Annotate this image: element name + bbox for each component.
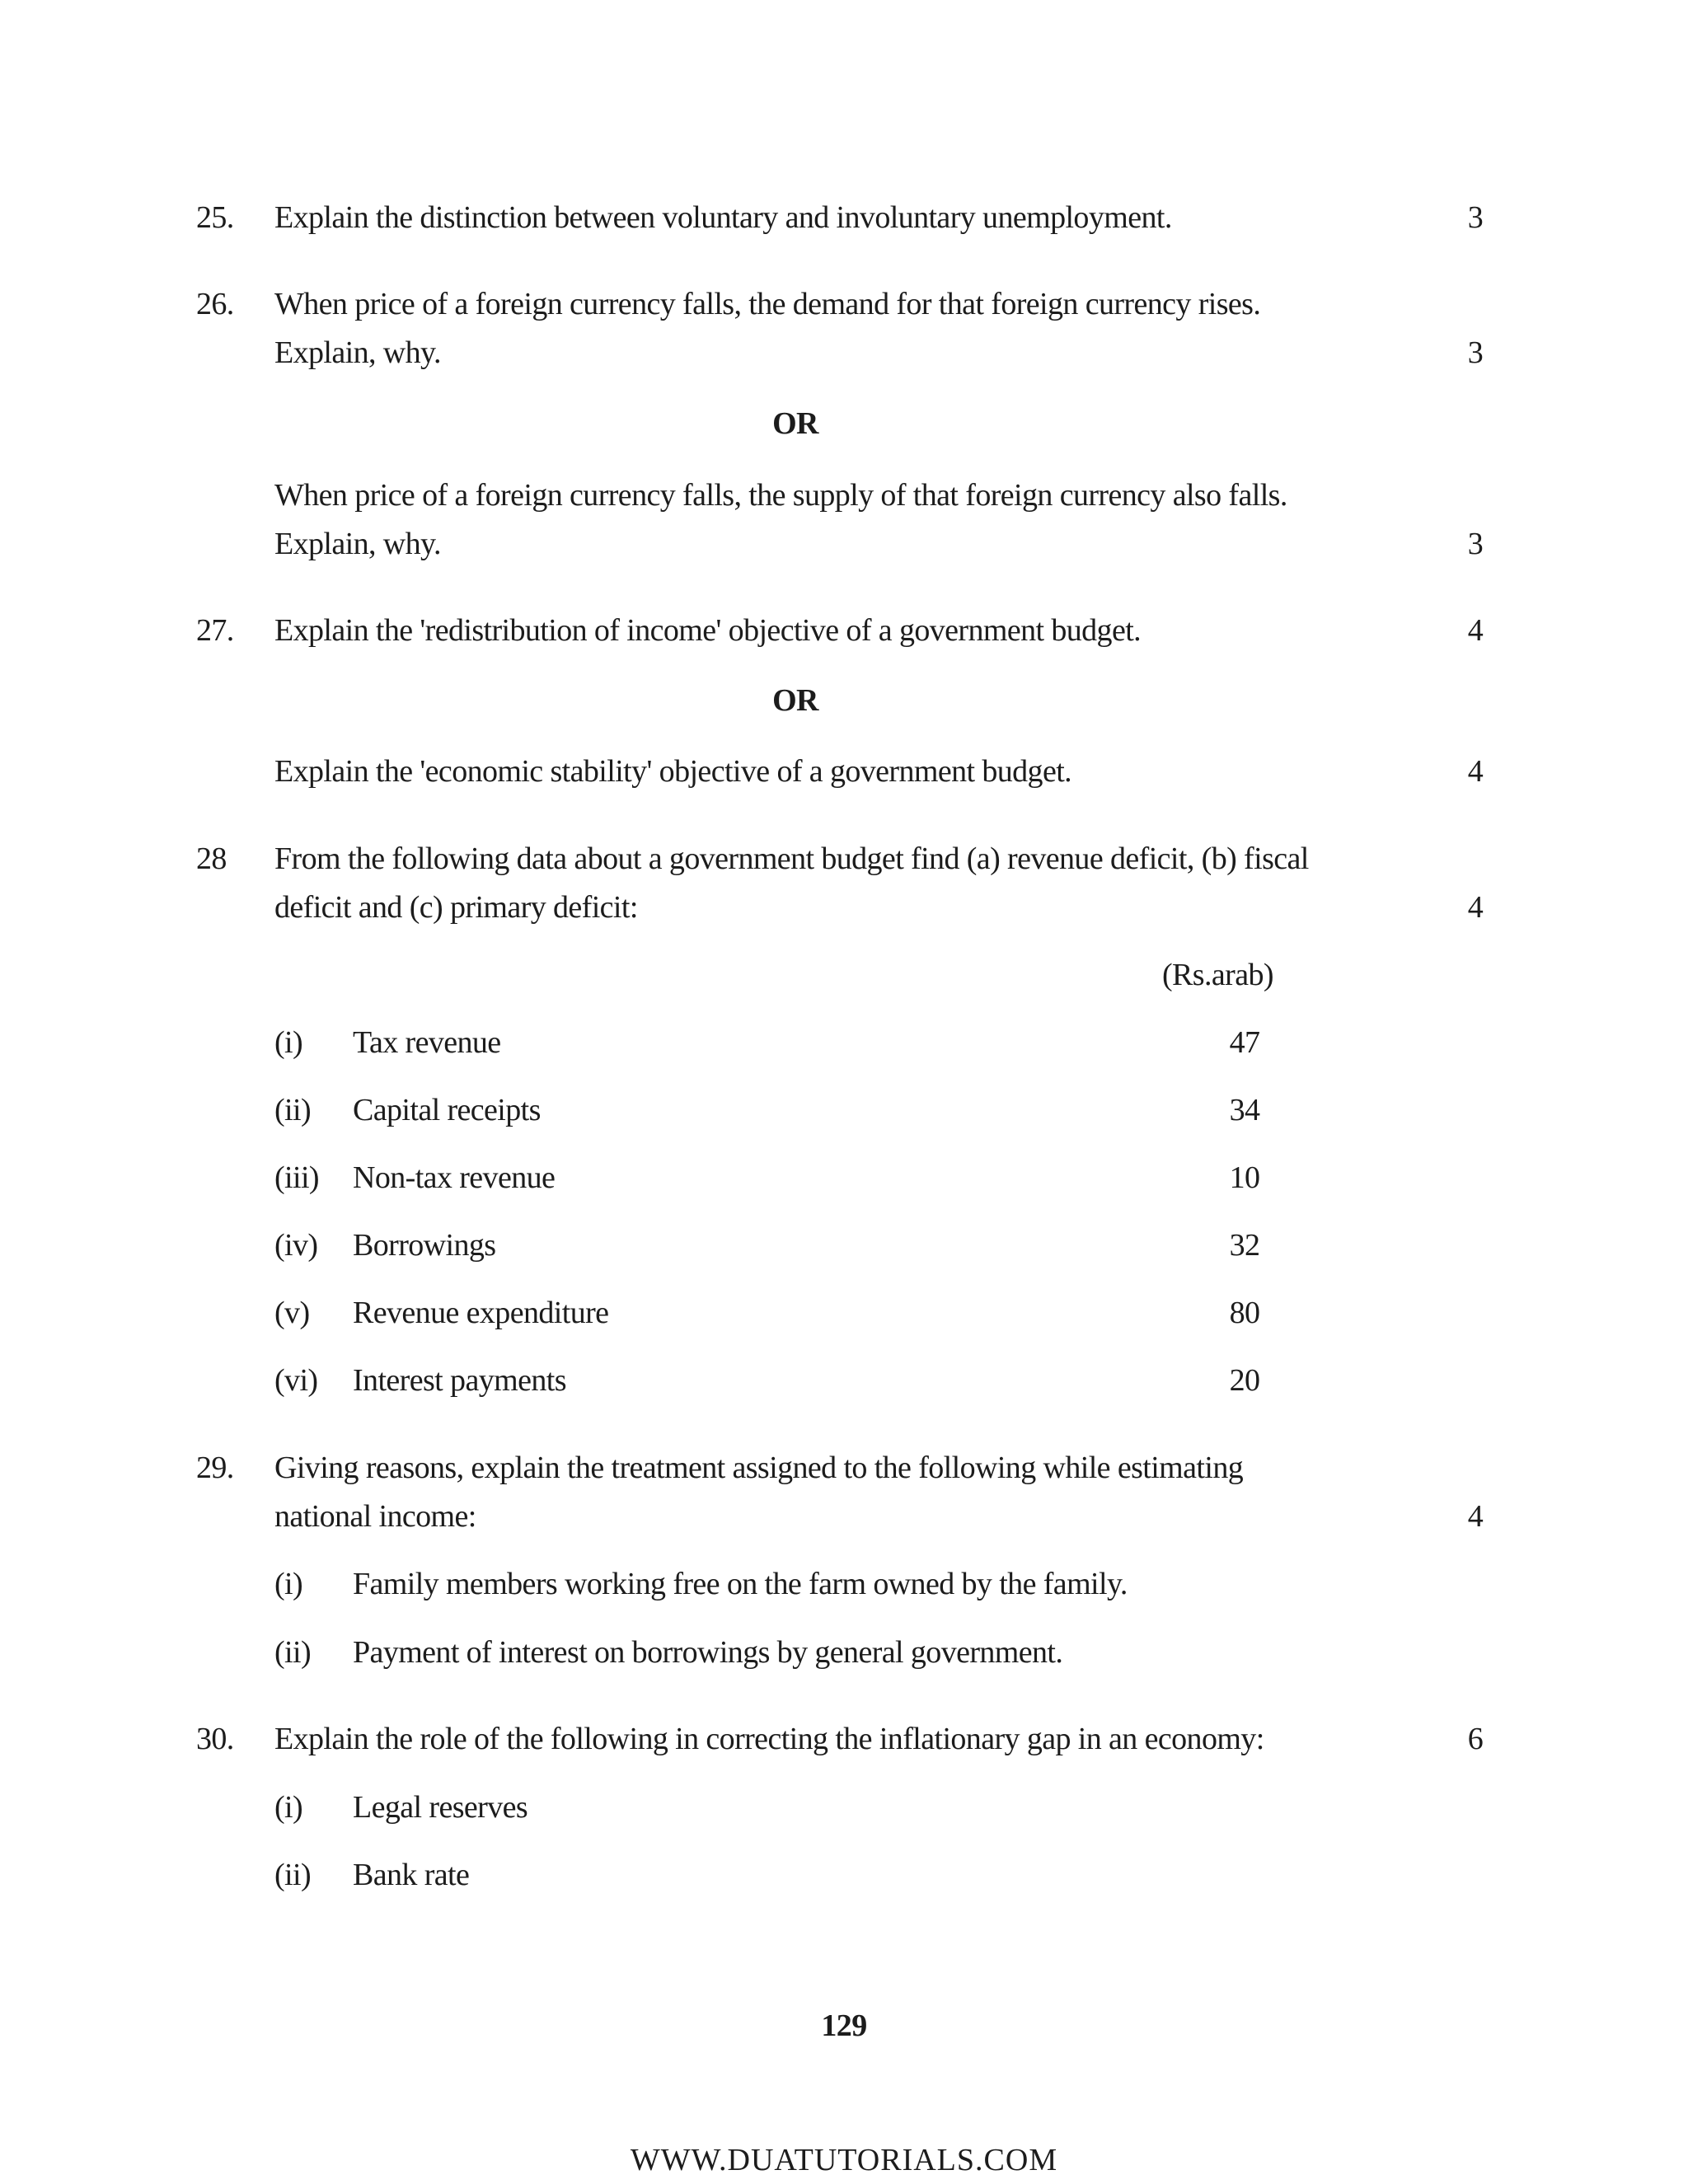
page-number: 129: [821, 2008, 867, 2043]
question-text: national income:: [274, 1499, 476, 1534]
item-text: Legal reserves: [353, 1790, 528, 1825]
marks: 3: [1467, 200, 1484, 235]
marks: 4: [1467, 613, 1484, 648]
row-value: 10: [1229, 1160, 1260, 1195]
row-value: 20: [1229, 1363, 1260, 1398]
row-index: (v): [274, 1296, 310, 1330]
item-text: Family members working free on the farm owned by the family.: [353, 1567, 1128, 1601]
question-number: 28: [196, 841, 227, 876]
row-label: Borrowings: [353, 1228, 496, 1263]
marks: 4: [1467, 1499, 1484, 1534]
item-index: (ii): [274, 1858, 312, 1892]
item-index: (i): [274, 1567, 303, 1601]
marks: 3: [1467, 527, 1484, 561]
question-text: Giving reasons, explain the treatment assigned to the following while estimating: [274, 1451, 1244, 1485]
row-label: Capital receipts: [353, 1093, 541, 1127]
item-index: (ii): [274, 1635, 312, 1670]
row-label: Non-tax revenue: [353, 1160, 556, 1195]
row-value: 34: [1229, 1093, 1260, 1127]
item-index: (i): [274, 1790, 303, 1825]
item-text: Bank rate: [353, 1858, 470, 1892]
question-number: 29.: [196, 1451, 234, 1485]
row-label: Interest payments: [353, 1363, 566, 1398]
row-label: Revenue expenditure: [353, 1296, 609, 1330]
row-value: 32: [1229, 1228, 1260, 1263]
question-text-alternative: Explain, why.: [274, 527, 441, 561]
marks: 4: [1467, 754, 1484, 789]
question-number: 30.: [196, 1722, 234, 1756]
question-number: 26.: [196, 287, 234, 321]
marks: 6: [1467, 1722, 1484, 1756]
or-separator: OR: [772, 406, 818, 441]
row-index: (vi): [274, 1363, 318, 1398]
question-text: Explain, why.: [274, 335, 441, 370]
marks: 4: [1467, 890, 1484, 925]
question-text: From the following data about a government budget find (a) revenue deficit, (b) fiscal: [274, 841, 1309, 876]
row-label: Tax revenue: [353, 1025, 501, 1060]
row-index: (ii): [274, 1093, 312, 1127]
row-value: 80: [1229, 1296, 1260, 1330]
or-separator: OR: [772, 683, 818, 718]
row-index: (iii): [274, 1160, 319, 1195]
question-text: Explain the 'redistribution of income' objective of a government budget.: [274, 613, 1142, 648]
question-text-alternative: Explain the 'economic stability' objective of a government budget.: [274, 754, 1072, 789]
unit-label: (Rs.arab): [1162, 958, 1273, 992]
question-text: When price of a foreign currency falls, the demand for that foreign currency rises.: [274, 287, 1261, 321]
row-index: (iv): [274, 1228, 318, 1263]
question-text: Explain the distinction between voluntary and involuntary unemployment.: [274, 200, 1172, 235]
question-number: 25.: [196, 200, 234, 235]
question-text: Explain the role of the following in correcting the inflationary gap in an economy:: [274, 1722, 1264, 1756]
row-index: (i): [274, 1025, 303, 1060]
question-text: deficit and (c) primary deficit:: [274, 890, 638, 925]
item-text: Payment of interest on borrowings by general government.: [353, 1635, 1063, 1670]
marks: 3: [1467, 335, 1484, 370]
question-number: 27.: [196, 613, 234, 648]
footer-watermark: WWW.DUATUTORIALS.COM: [630, 2143, 1058, 2177]
question-text-alternative: When price of a foreign currency falls, the supply of that foreign currency also falls.: [274, 478, 1287, 513]
row-value: 47: [1229, 1025, 1260, 1060]
